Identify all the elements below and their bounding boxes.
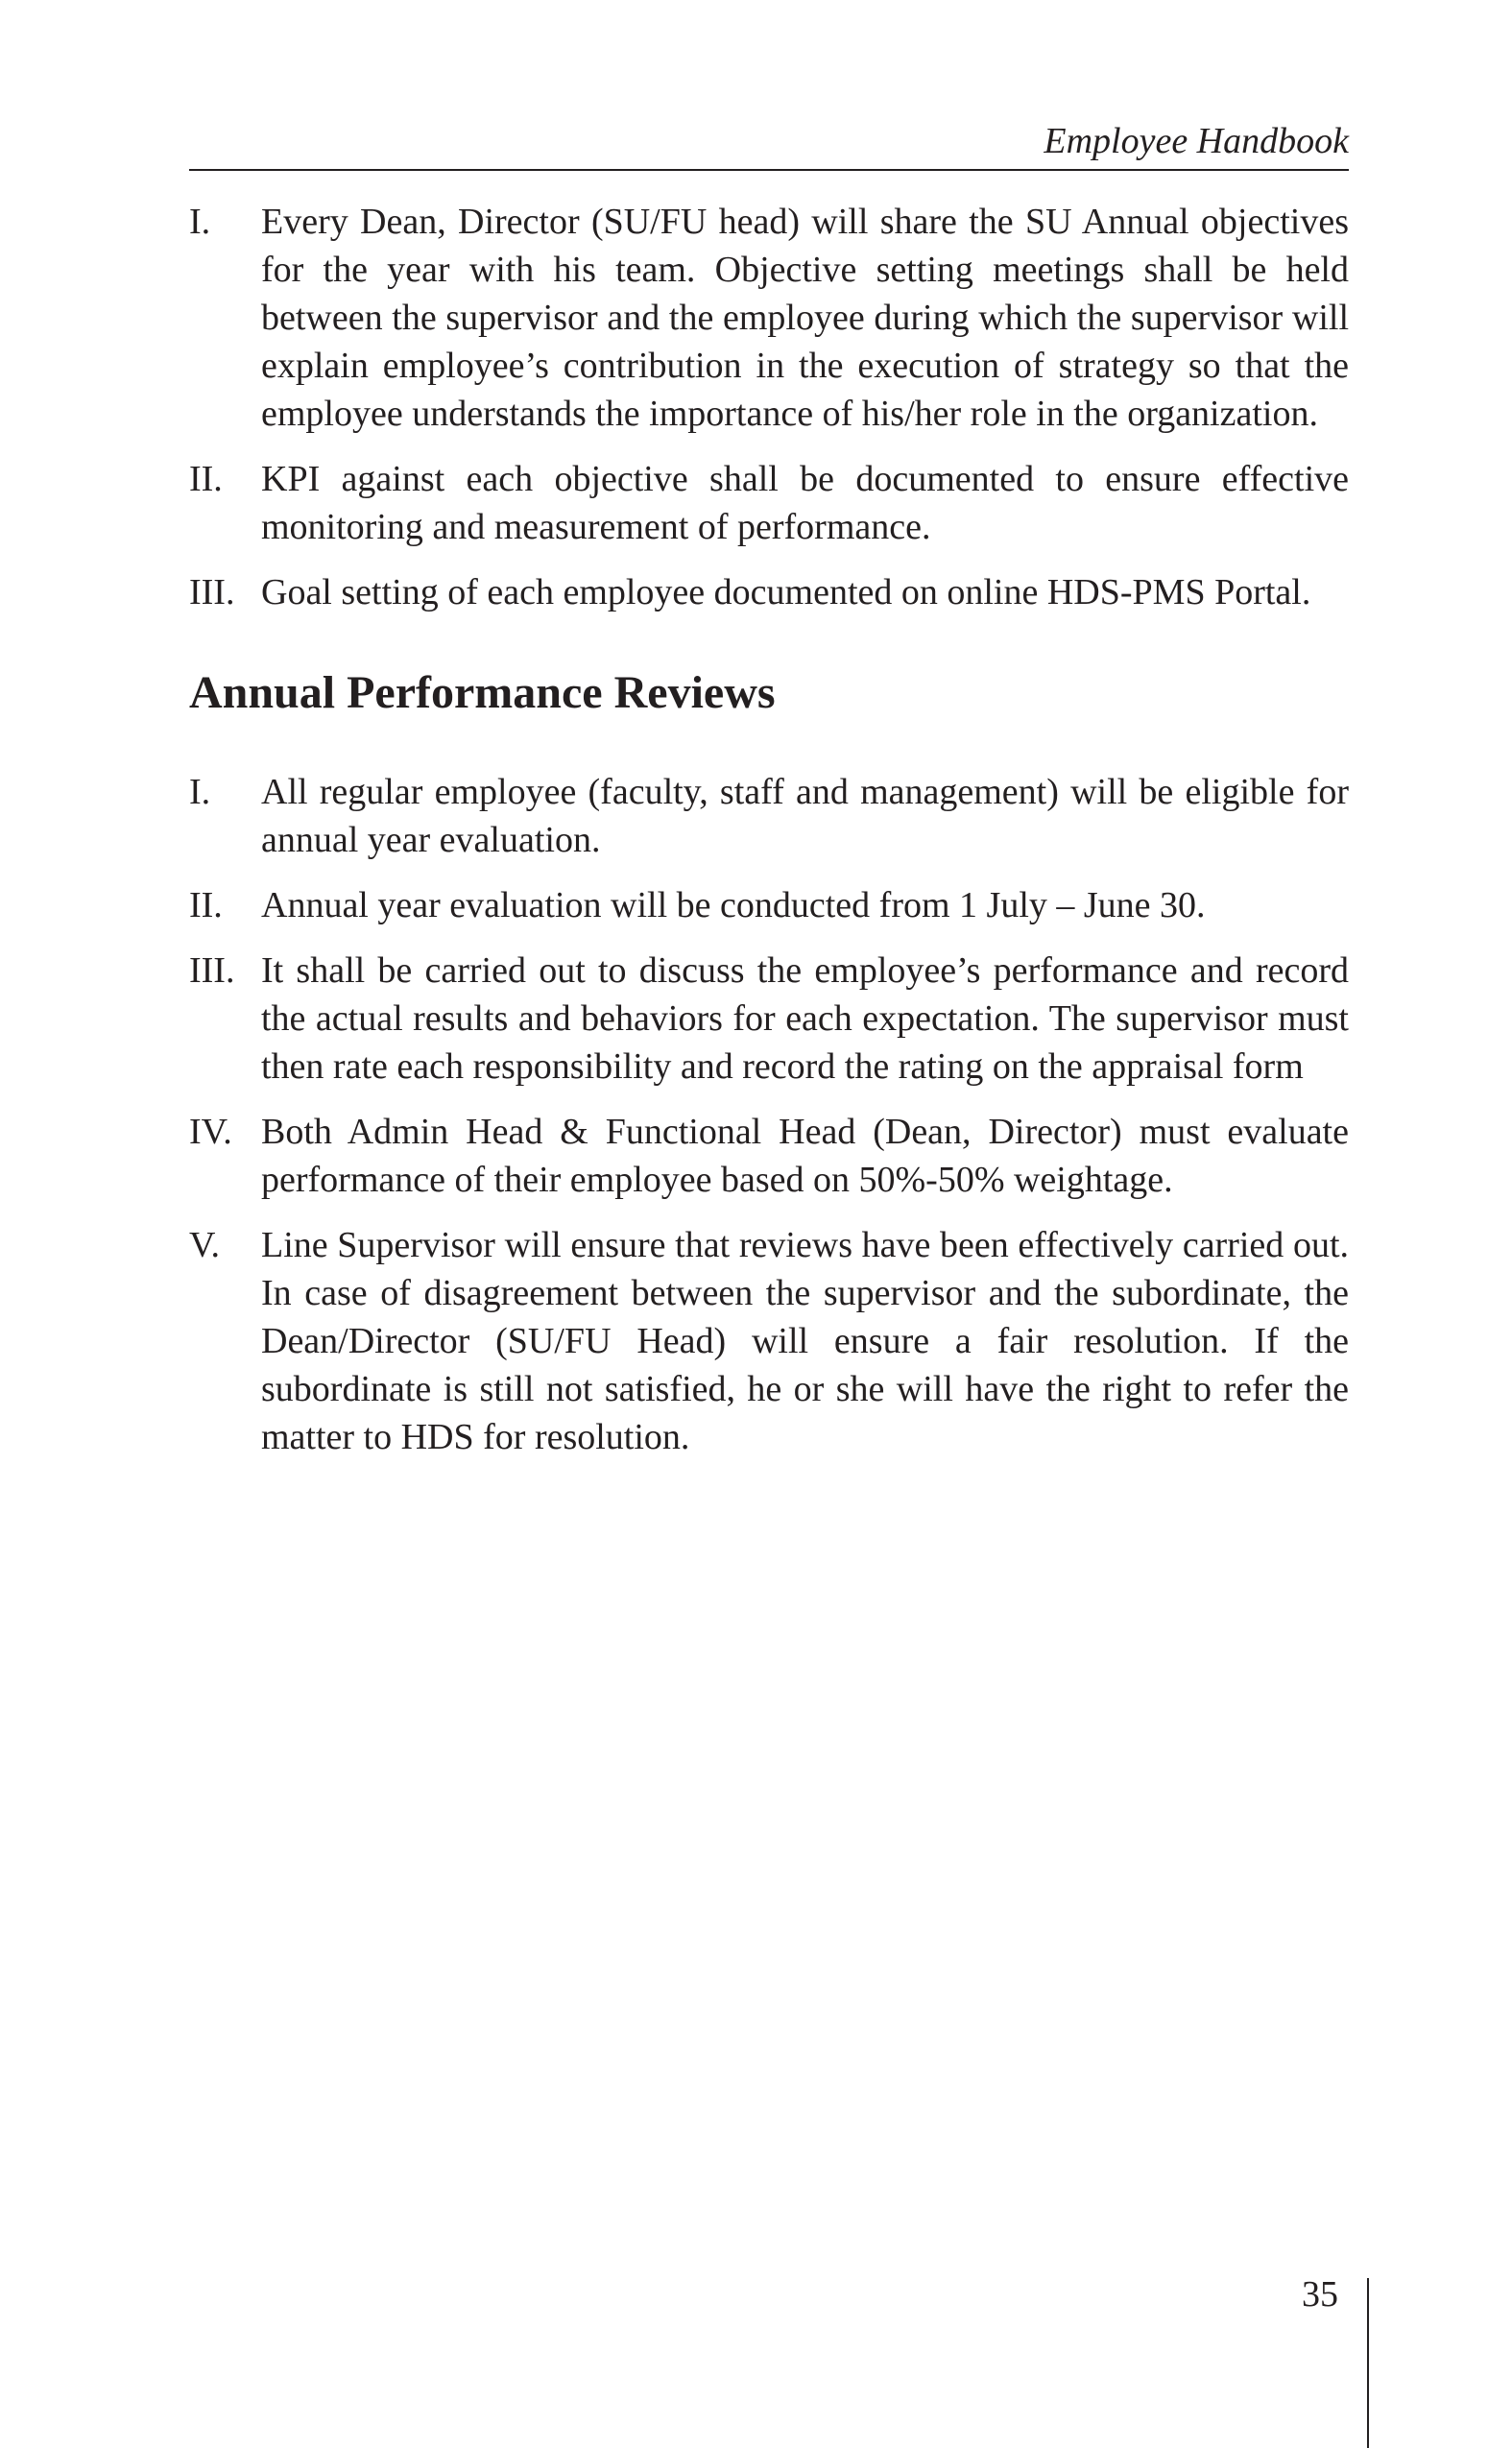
- list-item: [189, 455, 1349, 551]
- list-item: [189, 198, 1349, 438]
- list-item-numeral: I.: [189, 202, 211, 242]
- list-item-text: Annual year evaluation will be conducted from 1 July – June 30.: [261, 885, 1206, 925]
- list-item: [189, 1221, 1349, 1461]
- list-item-text: Line Supervisor will ensure that reviews have been effectively carried out. In case of disagreement between the supervisor and the subordinate, the Dean/Director (SU/FU Head) will ensure a fair resolution. If the subordinate is still not satisfied, he or she will have the right to refer the matter to HDS for resolution.: [261, 1225, 1349, 1457]
- list-item: [189, 568, 1349, 616]
- list-item-numeral: II.: [189, 459, 223, 499]
- list-item-text: Goal setting of each employee documented on online HDS-PMS Portal.: [261, 572, 1311, 612]
- page-content: [189, 198, 1349, 1478]
- header-title: Employee Handbook: [1044, 121, 1349, 161]
- list-item-numeral: III.: [189, 572, 235, 612]
- list-item-text: KPI against each objective shall be documented to ensure effective monitoring and measurement of performance.: [261, 459, 1349, 547]
- list-item-text: All regular employee (faculty, staff and management) will be eligible for annual year evaluation.: [261, 772, 1349, 860]
- list-item: [189, 768, 1349, 864]
- running-header: [189, 115, 1349, 171]
- page-number: 35: [1302, 2274, 1338, 2315]
- list-item-numeral: IV.: [189, 1112, 232, 1152]
- list-item-numeral: I.: [189, 772, 211, 812]
- list-item-text: Both Admin Head & Functional Head (Dean, Director) must evaluate performance of their employee based on 50%-50% weightage.: [261, 1112, 1349, 1200]
- list-item: [189, 947, 1349, 1091]
- list-item-numeral: III.: [189, 950, 235, 991]
- list-item-text: It shall be carried out to discuss the employee’s performance and record the actual results and behaviors for each expectation. The supervisor must then rate each responsibility and record the rating on the appraisal form: [261, 950, 1349, 1087]
- annual-reviews-list: [189, 768, 1349, 1461]
- list-item-numeral: V.: [189, 1225, 221, 1265]
- objectives-list: [189, 198, 1349, 616]
- list-item: [189, 881, 1349, 929]
- list-item-numeral: II.: [189, 885, 223, 925]
- section-heading: Annual Performance Reviews: [189, 667, 776, 718]
- margin-rule: [1367, 2278, 1369, 2448]
- list-item: [189, 1108, 1349, 1204]
- list-item-text: Every Dean, Director (SU/FU head) will share the SU Annual objectives for the year with his team. Objective setting meetings shall be held between the supervisor and the employee during which the supervisor will explain employee’s contribution in the execution of strategy so that the employee understands the importance of his/her role in the organization.: [261, 202, 1349, 434]
